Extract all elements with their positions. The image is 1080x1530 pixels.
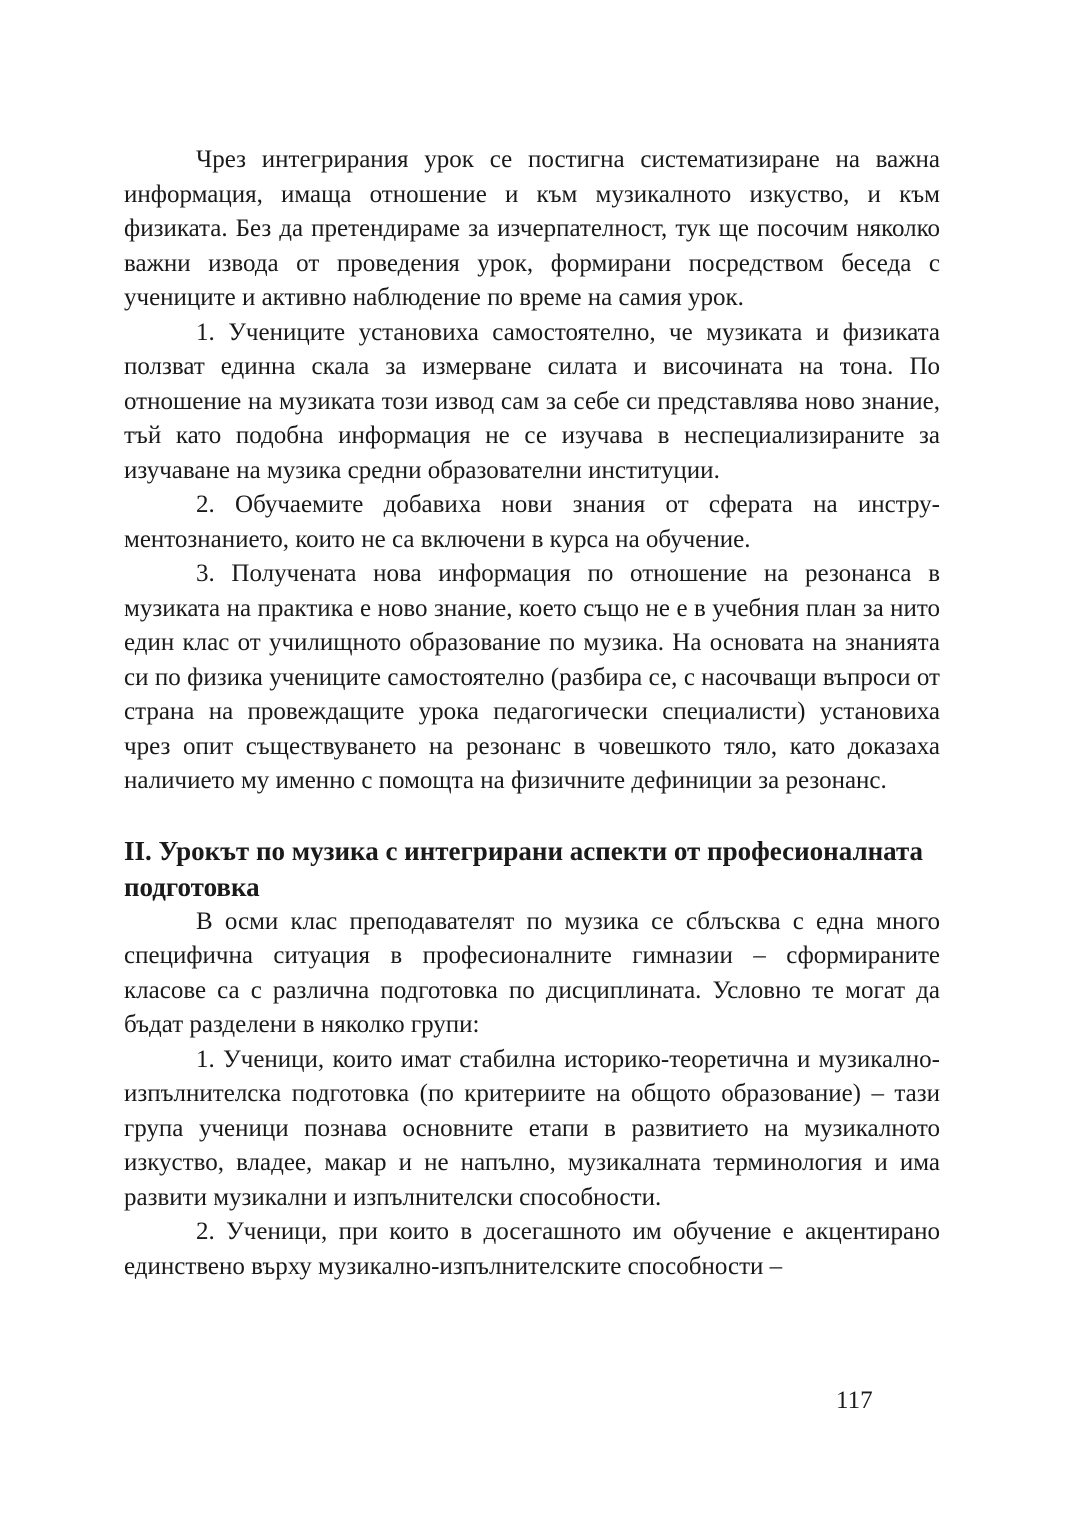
- paragraph: 3. Получената нова информация по отношение на резонанса в музиката на практика е ново знание, което също не е в учебния план за нито един клас от училищното образование по музика. На основата на знанията си по физика учениците самостоятелно (разбира се, с насочващи въпроси от страна на провеждащите урока педагогически специалисти) установиха чрез опит съществуването на резонанс в човешкото тяло, като доказаха наличието му именно с помощта на физичните дефиниции за резонанс.: [124, 560, 940, 794]
- page-body: [124, 143, 940, 1284]
- paragraph: 1. Учениците установиха самостоятелно, че музиката и физиката ползват единна скала за измерване силата и височината на тона. По отношение на музиката този извод сам за себе си представлява ново знание, тъй като подобна информация не се изучава в неспециализираните за изучаване на музика средни образователни институции.: [124, 318, 940, 484]
- paragraph: 1. Ученици, които имат стабилна историко-теоретична и музикално-изпълнителска подготовка (по критериите на общото образование) – тази група ученици познава основните етапи в развитието на музикалното изкуство, владее, макар и не напълно, музикалната терминология и има развити музикални и изпълнителски способности.: [124, 1045, 940, 1211]
- paragraph: 2. Ученици, при които в досегашното им обучение е акцентирано единствено върху музикално-изпълнителските способности –: [124, 1218, 940, 1280]
- paragraph: 2. Обучаемите добавиха нови знания от сферата на инструментознанието, които не са включени в курса на обучение.: [124, 491, 940, 553]
- paragraph: В осми клас преподавателят по музика се сблъсква с една много специфична ситуация в професионалните гимназии – сформираните класове са с различна подготовка по дисциплината. Условно те могат да бъдат разделени в няколко групи:: [124, 907, 940, 1038]
- page-number: 117: [836, 1387, 873, 1414]
- paragraph: Чрез интегрирания урок се постигна систематизиране на важна информация, имаща отношение и към музикалното изкуство, и към физиката. Без да претендираме за изчерпателност, тук ще посочим няколко важни извода от проведения урок, формирани посредством беседа с учениците и активно наблюдение по време на самия урок.: [124, 146, 940, 311]
- section-heading: II. Урокът по музика с интегрирани аспекти от професионалната подготовка: [124, 835, 924, 902]
